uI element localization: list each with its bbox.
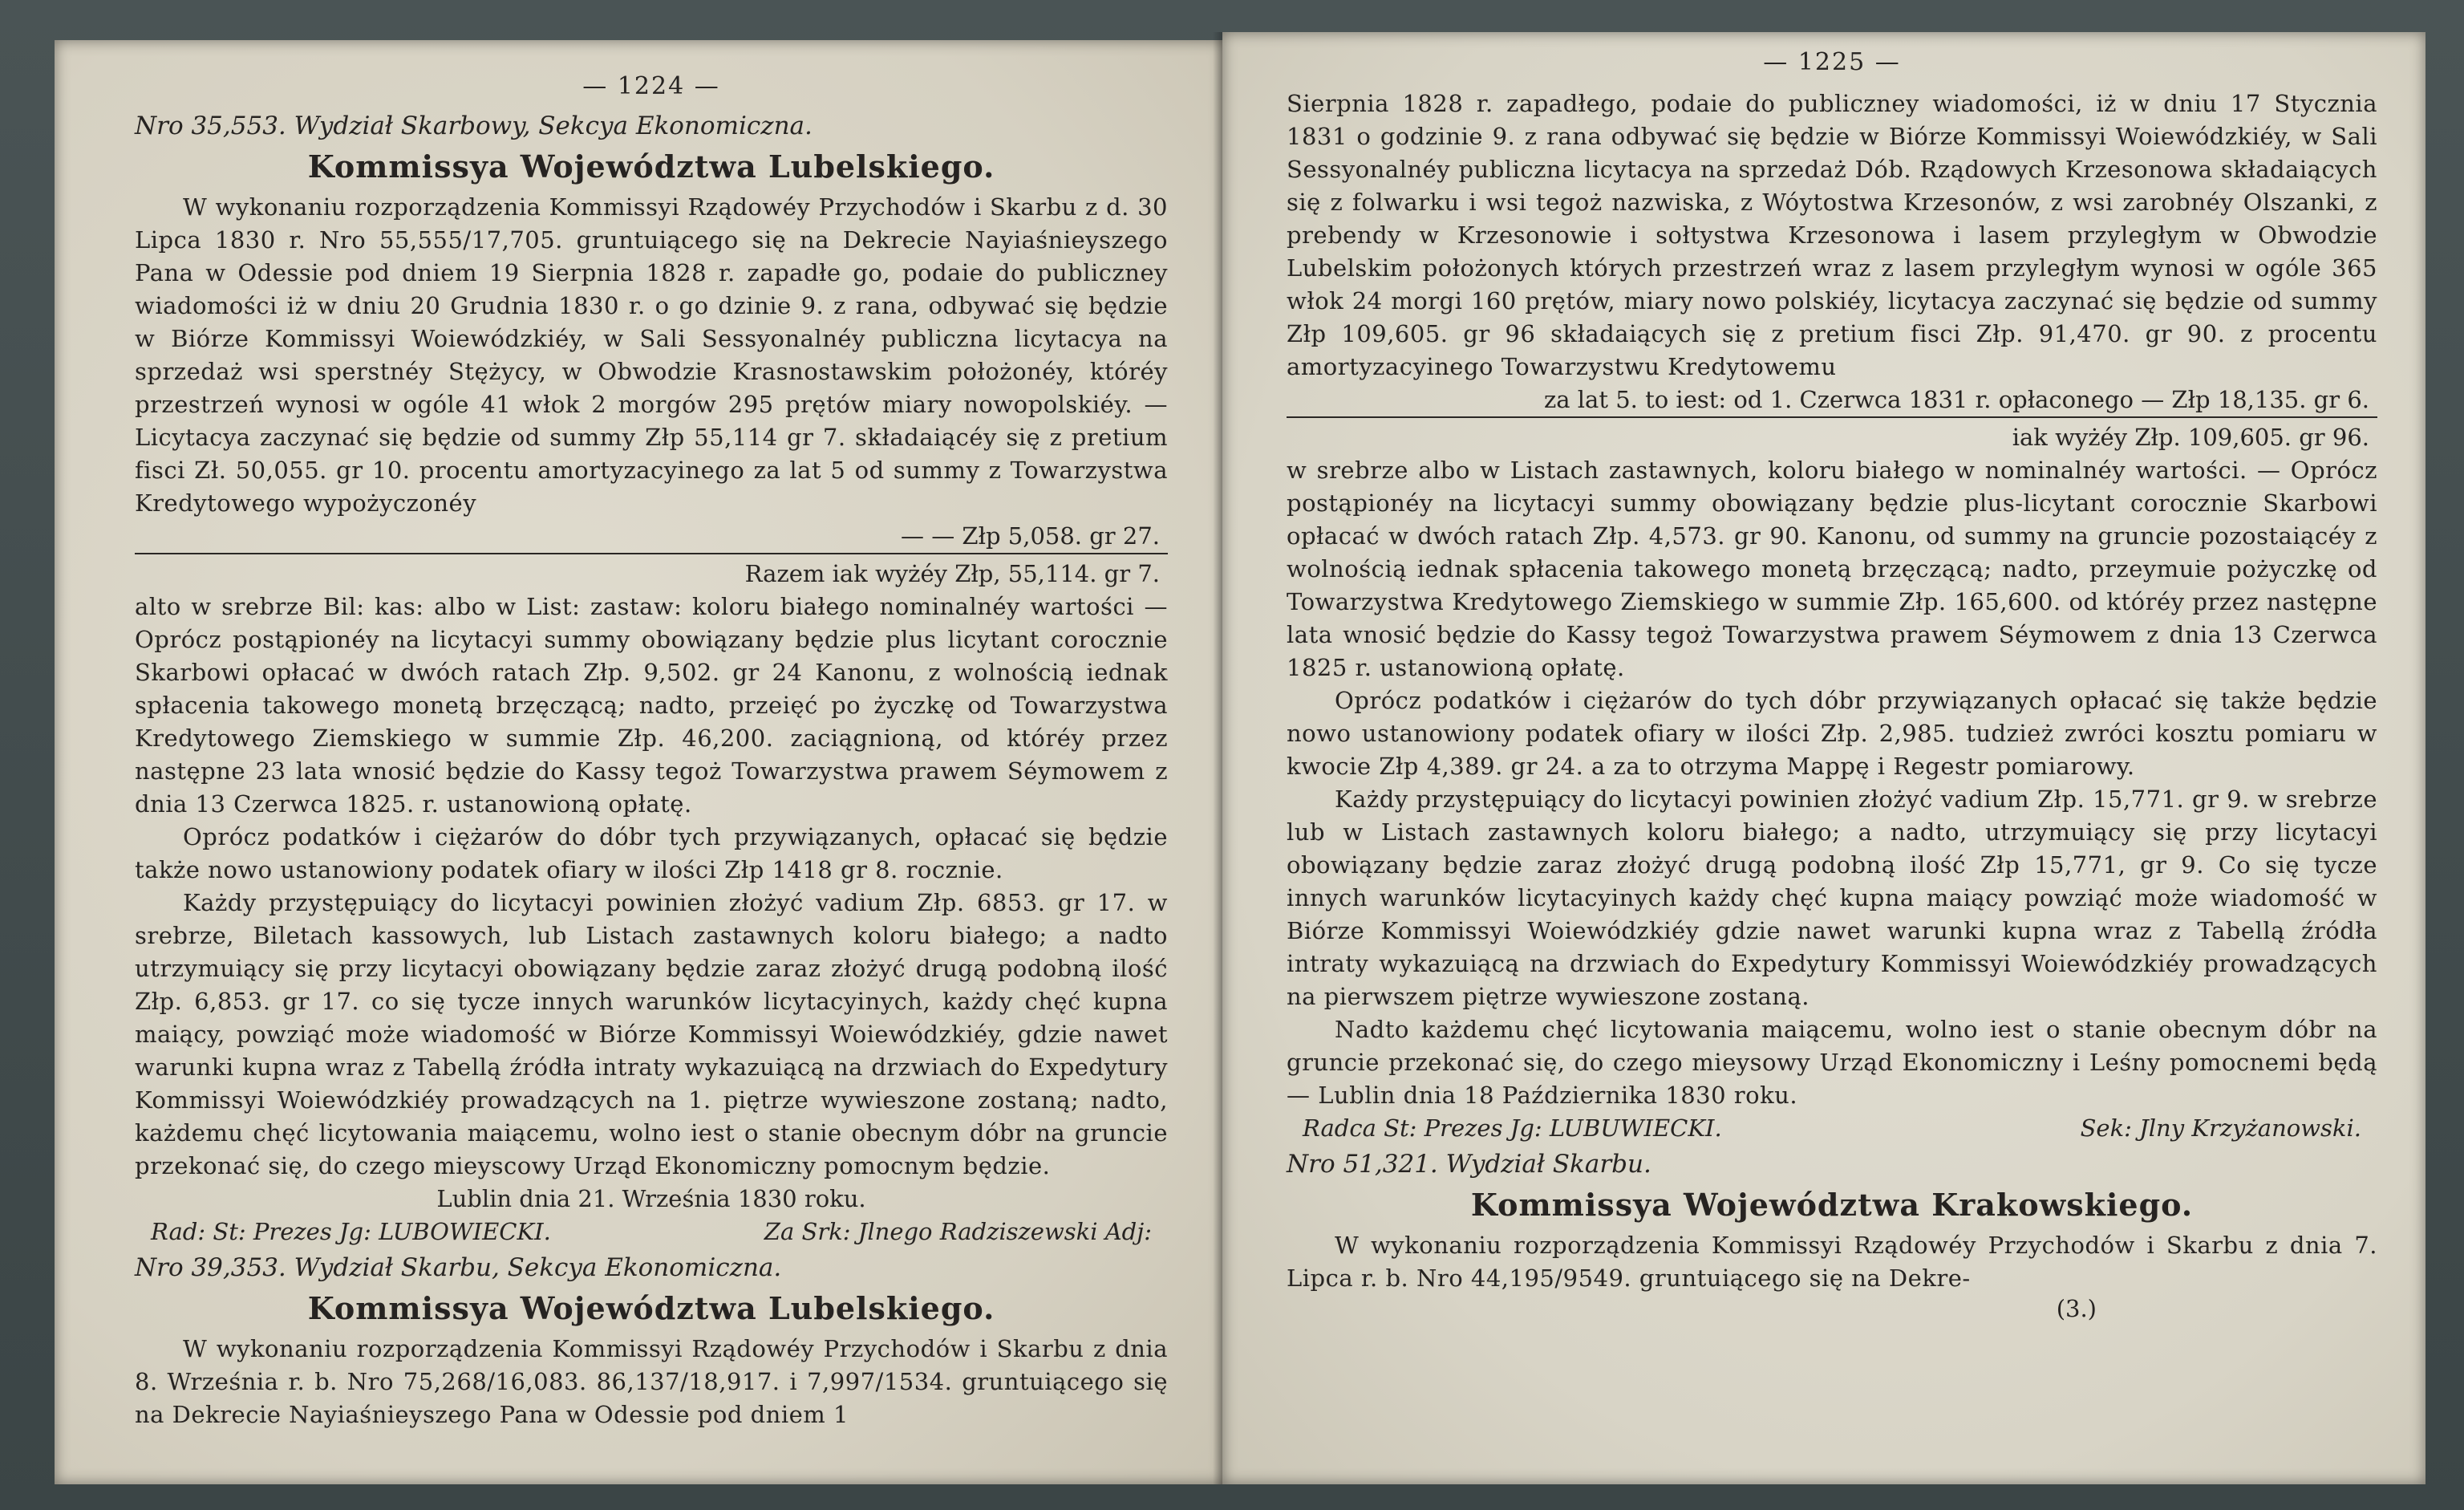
notice-body: w srebrze albo w Listach zastawnych, koloru białego w nominalnéy wartości. — Oprócz postąpionéy na licytacyi summy obowiązany będzie plus-licytant corocznie Skarbowi opłacać w dwóch ratach Złp. 4,573. gr 90. Kanonu, od summy na gruncie pozostaiącéy z wolnością iednak spłacenia takowego monetą brzęczącą; nadto, przeymuie pożyczkę od Towarzystwa Kredytowego Ziemskiego w summie Złp. 165,600. od któréy przez następne lata wnosić będzie do Kassy tegoż Towarzystwa prawem Séymowem z dnia 13 Czerwca 1825 r. ustanowioną opłatę. <box>1287 457 2377 681</box>
notice-body: W wykonaniu rozporządzenia Kommissyi Rządowéy Przychodów i Skarbu z dnia 8. Września r. b. Nro 75,268/16,083. 86,137/18,917. i 7,997/1534. gruntuiącego się na Dekrecie Nayiaśnieyszego Pana w Odessie pod dniem 1 <box>135 1335 1168 1428</box>
notice-title: Kommissya Województwa Lubelskiego. <box>307 1290 995 1326</box>
right-page <box>1222 32 2426 1484</box>
notice-header: Nro 51,321. Wydział Skarbu. <box>1287 1150 1651 1179</box>
notice-body: Każdy przystępuiący do licytacyi powinien złożyć vadium Złp. 6853. gr 17. w srebrze, Biletach kassowych, lub Listach zastawnych koloru białego; a nadto utrzymuiący się przy licytacyi obowiązany będzie zaraz złożyć drugą podobną ilość Złp. 6,853. gr 17. co się tycze innych warunków licytacyinych, każdy chęć kupna maiący, powziąć może wiadomość w Biórze Kommissyi Woiewódzkiéy, gdzie nawet warunki kupna wraz z Tabellą źródła intraty wykazuiącą na drzwiach do Expedytury Kommissyi Woiewódzkiéy prowadzących na 1. piętrze wywieszone zostaną; nadto, każdemu chęć licytowania maiącemu, wolno iest o stanie obecnym dóbr na gruncie przekonać się, do czego mieyscowy Urząd Ekonomiczny pomocnym będzie. <box>135 889 1168 1179</box>
signature-left: Rad: St: Prezes Jg: LUBOWIECKI. <box>151 1218 551 1245</box>
notice-header: Nro 35,553. Wydział Skarbowy, Sekcya Ekonomiczna. <box>135 112 813 140</box>
total-line: Razem iak wyżéy Złp, 55,114. gr 7. <box>744 560 1160 587</box>
sum-line: za lat 5. to iest: od 1. Czerwca 1831 r. opłaconego — Złp 18,135. gr 6. <box>1287 384 2377 418</box>
notice-body: Sierpnia 1828 r. zapadłego, podaie do publiczney wiadomości, iż w dniu 17 Stycznia 1831 o godzinie 9. z rana odbywać się będzie w Biórze Kommissyi Woiewódzkiéy, w Sali Sessyonalnéy publiczna licytacya na sprzedaż Dób. Rządowych Krzesonowa składaiących się z folwarku i wsi tegoż nazwiska, z Wóytostwa Krzesonów, z wsi zarobnéy Olszanki, z prebendy w Krzesonowie i sołtystwa Krzesonowa i lasem przyległym w Obwodzie Lubelskim położonych których przestrzeń wraz z lasem przyległym wynosi w ogóle 365 włok 24 morgi 160 prętów, miary nowo polskiéy, licytacya zaczynać się będzie od summy Złp 109,605. gr 96 składaiących się z pretium fisci Złp. 91,470. gr 90. z procentu amortyzacyinego Towarzystwu Kredytowemu <box>1287 90 2377 380</box>
notice-title: Kommissya Województwa Lubelskiego. <box>307 148 995 185</box>
signature-left: Radca St: Prezes Jg: LUBUWIECKI. <box>1303 1114 1722 1142</box>
notice-body: W wykonaniu rozporządzenia Kommissyi Rządowéy Przychodów i Skarbu z d. 30 Lipca 1830 r. Nro 55,555/17,705. gruntuiącego się na Dekrecie Nayiaśnieyszego Pana w Odessie pod dniem 19 Sierpnia 1828 r. zapadłe go, podaie do publiczney wiadomości iż w dniu 20 Grudnia 1830 r. o go dzinie 9. z rana, odbywać się będzie w Biórze Kommissyi Woiewódzkiéy, w Sali Sessyonalnéy publiczna licytacya na sprzedaż wsi sperstnéy Stężycy, w Obwodzie Krasnostawskim położonéy, któréy przestrzeń wynosi w ogóle 41 włok 2 morgów 295 prętów miary nowopolskiéy. — Licytacya zaczynać się będzie od summy Złp 55,114 gr 7. składaiącéy się z pretium fisci Zł. 50,055. gr 10. procentu amortyzacyinego za lat 5 od summy z Towarzystwa Kredytowego wypożyczonéy <box>135 193 1168 517</box>
signature-right: Sek: Jlny Krzyżanowski. <box>2080 1114 2361 1142</box>
signature-right: Za Srk: Jlnego Radziszewski Adj: <box>764 1218 1152 1245</box>
total-line: iak wyżéy Złp. 109,605. gr 96. <box>2012 424 2369 451</box>
notice-header: Nro 39,353. Wydział Skarbu, Sekcya Ekonomiczna. <box>135 1253 782 1282</box>
notice-body: W wykonaniu rozporządzenia Kommissyi Rządowéy Przychodów i Skarbu z dnia 7. Lipca r. b. Nro 44,195/9549. gruntuiącego się na Dekre- <box>1287 1232 2377 1292</box>
sum-line: — — Złp 5,058. gr 27. <box>135 520 1168 554</box>
notice-body: Oprócz podatków i ciężarów do dóbr tych przywiązanych, opłacać się będzie także nowo ustanowiony podatek ofiary w ilości Złp 1418 gr 8. rocznie. <box>135 823 1168 883</box>
notice-body: Każdy przystępuiący do licytacyi powinien złożyć vadium Złp. 15,771. gr 9. w srebrze lub w Listach zastawnych koloru białego; a nadto, utrzymuiący się przy licytacyi obowiązany będzie zaraz złożyć drugą podobną ilość Złp 15,771, gr 9. Co się tycze innych warunków licytacyinych każdy chęć kupna maiący powziąć może wiadomość w Biórze Kommissyi Woiewódzkiéy gdzie nawet warunki kupna wraz z Tabellą źródła intraty wykazuiącą na drzwiach do Expedytury Kommissyi Woiewódzkiéy prowadzących na pierwszem piętrze wywieszone zostaną. <box>1287 785 2377 1010</box>
notice-date: Lublin dnia 21. Września 1830 roku. <box>436 1185 866 1212</box>
page-number: — 1224 — <box>582 72 720 100</box>
signature-mark: (3.) <box>2056 1295 2097 1322</box>
signature-line <box>135 1216 1168 1248</box>
notice-body: Oprócz podatków i ciężarów do tych dóbr przywiązanych opłacać się także będzie nowo ustanowiony podatek ofiary w ilości Złp. 2,985. tudzież zwróci kosztu pomiaru w kwocie Złp 4,389. gr 24. a za to otrzyma Mappę i Regestr pomiarowy. <box>1287 687 2377 780</box>
notice-body: alto w srebrze Bil: kas: albo w List: zastaw: koloru białego nominalnéy wartości — Oprócz postąpionéy na licytacyi summy obowiązany będzie plus licytant corocznie Skarbowi opłacać w dwóch ratach Złp. 9,502. gr 24 Kanonu, z wolnością iednak spłacenia takowego monetą brzęczącą; nadto, przeięć po życzkę od Towarzystwa Kredytowego Ziemskiego w summie Złp. 46,200. zaciągnioną, od któréy przez następne 23 lata wnosić będzie do Kassy tegoż Towarzystwa prawem Séymowem z dnia 13 Czerwca 1825. r. ustanowioną opłatę. <box>135 593 1168 818</box>
left-page <box>55 40 1224 1484</box>
notice-body: Nadto każdemu chęć licytowania maiącemu, wolno iest o stanie obecnym dóbr na gruncie przekonać się, do czego mieysowy Urząd Ekonomiczny i Leśny pomocnemi będą — Lublin dnia 18 Października 1830 roku. <box>1287 1016 2377 1109</box>
notice-title: Kommissya Województwa Krakowskiego. <box>1470 1187 2194 1223</box>
page-number: — 1225 — <box>1763 48 1901 76</box>
signature-line <box>1287 1112 2377 1145</box>
